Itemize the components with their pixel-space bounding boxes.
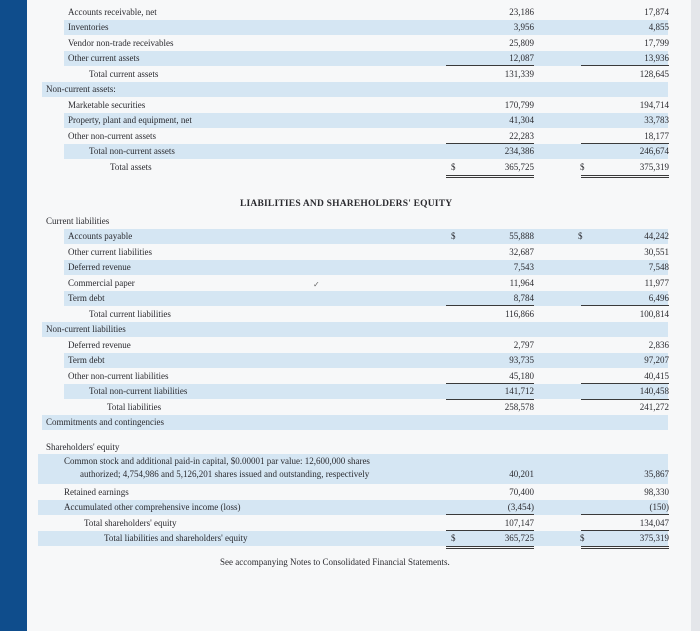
value-prior: 18,177 xyxy=(644,131,669,141)
table-row xyxy=(0,307,700,323)
value-current: 170,799 xyxy=(504,100,534,110)
table-row xyxy=(0,485,700,501)
table-row xyxy=(0,20,700,36)
value-prior: 375,319 xyxy=(639,533,669,543)
table-row xyxy=(0,214,700,230)
row-label: Accounts payable xyxy=(68,231,133,241)
currency-symbol: $ xyxy=(578,231,583,241)
value-current: 141,712 xyxy=(504,386,534,396)
total-double-rule xyxy=(581,175,669,178)
value-current: 3,956 xyxy=(513,22,534,32)
table-row xyxy=(0,160,700,176)
row-label: Common stock and additional paid-in capital, $0.00001 par value: 12,600,000 shares xyxy=(64,456,370,466)
row-label: Total non-current assets xyxy=(89,146,175,156)
row-label: Inventories xyxy=(68,22,109,32)
subtotal-rule xyxy=(581,305,669,306)
subtotal-rule xyxy=(446,514,534,515)
section-heading: LIABILITIES AND SHAREHOLDERS' EQUITY xyxy=(240,199,453,209)
value-current: 23,186 xyxy=(509,7,534,17)
footnote: See accompanying Notes to Consolidated Financial Statements. xyxy=(220,557,450,567)
value-prior: 194,714 xyxy=(639,100,669,110)
value-current: 234,386 xyxy=(504,146,534,156)
currency-symbol: $ xyxy=(451,231,456,241)
table-row xyxy=(0,384,700,400)
row-label: Total liabilities and shareholders' equity xyxy=(104,533,248,543)
pen-mark: ✓ xyxy=(313,280,320,289)
currency-symbol: $ xyxy=(451,162,456,172)
table-row xyxy=(0,260,700,276)
value-prior: 17,874 xyxy=(644,7,669,17)
value-prior: 30,551 xyxy=(644,247,669,257)
subtotal-rule xyxy=(446,65,534,66)
value-prior: 100,814 xyxy=(639,309,669,319)
value-current: 116,866 xyxy=(505,309,534,319)
value-current: 7,543 xyxy=(513,262,534,272)
value-current: 70,400 xyxy=(509,487,534,497)
total-double-rule xyxy=(446,546,534,549)
value-prior: 4,855 xyxy=(648,22,669,32)
table-row xyxy=(0,67,700,83)
section-label: Commitments and contingencies xyxy=(46,417,164,427)
row-label: Deferred revenue xyxy=(68,340,131,350)
row-label: Other current assets xyxy=(68,53,140,63)
value-current: 131,339 xyxy=(504,69,534,79)
row-label: Marketable securities xyxy=(68,100,146,110)
table-row xyxy=(0,36,700,52)
row-label: Property, plant and equipment, net xyxy=(68,115,192,125)
value-prior: 134,047 xyxy=(639,518,669,528)
total-double-rule xyxy=(446,175,534,178)
row-label: Deferred revenue xyxy=(68,262,131,272)
table-row xyxy=(0,82,700,98)
value-current: 2,797 xyxy=(513,340,534,350)
value-current: (3,454) xyxy=(507,502,534,512)
section-label: Non-current assets: xyxy=(46,84,116,94)
section-label: Non-current liabilities xyxy=(46,324,126,334)
value-prior: 246,674 xyxy=(639,146,669,156)
currency-symbol: $ xyxy=(580,162,585,172)
subtotal-rule xyxy=(581,65,669,66)
value-current: 107,147 xyxy=(504,518,534,528)
table-row xyxy=(0,229,700,245)
value-prior: 375,319 xyxy=(639,162,669,172)
row-label: Total non-current liabilities xyxy=(89,386,188,396)
table-row xyxy=(0,415,700,431)
value-current: 365,725 xyxy=(504,162,534,172)
table-row xyxy=(0,144,700,160)
currency-symbol: $ xyxy=(451,533,456,543)
row-label: Term debt xyxy=(68,293,105,303)
value-prior: 6,496 xyxy=(648,293,669,303)
value-current: 25,809 xyxy=(509,38,534,48)
value-prior: 35,867 xyxy=(644,469,669,479)
row-label: Other non-current liabilities xyxy=(68,371,169,381)
value-current: 40,201 xyxy=(509,469,534,479)
value-current: 93,735 xyxy=(509,355,534,365)
value-prior: 2,836 xyxy=(648,340,669,350)
value-current: 8,784 xyxy=(513,293,534,303)
row-label: Total current assets xyxy=(89,69,159,79)
row-label: Commercial paper xyxy=(68,278,135,288)
row-label: Other current liabilities xyxy=(68,247,152,257)
row-label: Other non-current assets xyxy=(68,131,156,141)
row-label: Accumulated other comprehensive income (loss) xyxy=(64,502,241,512)
value-current: 45,180 xyxy=(509,371,534,381)
value-current: 258,578 xyxy=(504,402,534,412)
value-prior: 128,645 xyxy=(639,69,669,79)
value-prior: 241,272 xyxy=(639,402,669,412)
row-label: Accounts receivable, net xyxy=(68,7,157,17)
row-label: Total assets xyxy=(110,162,152,172)
section-label: Current liabilities xyxy=(46,216,110,226)
currency-symbol: $ xyxy=(580,533,585,543)
value-prior: 17,799 xyxy=(644,38,669,48)
total-double-rule xyxy=(581,546,669,549)
table-row xyxy=(0,338,700,354)
subtotal-rule xyxy=(446,305,534,306)
value-prior: 44,242 xyxy=(644,231,669,241)
value-current: 41,304 xyxy=(509,115,534,125)
table-row xyxy=(0,531,700,547)
value-prior: 97,207 xyxy=(644,355,669,365)
value-prior: 33,783 xyxy=(644,115,669,125)
value-prior: 40,415 xyxy=(644,371,669,381)
table-row xyxy=(0,113,700,129)
table-row xyxy=(0,245,700,261)
row-label: Vendor non-trade receivables xyxy=(68,38,174,48)
value-prior: 13,936 xyxy=(644,53,669,63)
value-prior: 98,330 xyxy=(644,487,669,497)
value-prior: 7,548 xyxy=(648,262,669,272)
value-current: 12,087 xyxy=(509,53,534,63)
table-row xyxy=(0,322,700,338)
value-current: 365,725 xyxy=(504,533,534,543)
table-row xyxy=(0,400,700,416)
table-row xyxy=(0,5,700,21)
table-row xyxy=(0,276,700,292)
value-current: 22,283 xyxy=(509,131,534,141)
table-row xyxy=(0,353,700,369)
row-label: Total shareholders' equity xyxy=(84,518,177,528)
value-prior: (150) xyxy=(649,502,669,512)
value-current: 32,687 xyxy=(509,247,534,257)
value-current: 55,888 xyxy=(509,231,534,241)
row-label-continued: authorized; 4,754,986 and 5,126,201 shares issued and outstanding, respectively xyxy=(80,469,370,479)
row-label: Term debt xyxy=(68,355,105,365)
row-label: Total current liabilities xyxy=(89,309,171,319)
value-prior: 11,977 xyxy=(644,278,669,288)
table-row xyxy=(0,454,700,486)
section-label: Shareholders' equity xyxy=(46,442,120,452)
subtotal-rule xyxy=(581,514,669,515)
table-row xyxy=(0,98,700,114)
row-label: Retained earnings xyxy=(64,487,129,497)
row-label: Total liabilities xyxy=(107,402,162,412)
value-current: 11,964 xyxy=(509,278,534,288)
value-prior: 140,458 xyxy=(639,386,669,396)
